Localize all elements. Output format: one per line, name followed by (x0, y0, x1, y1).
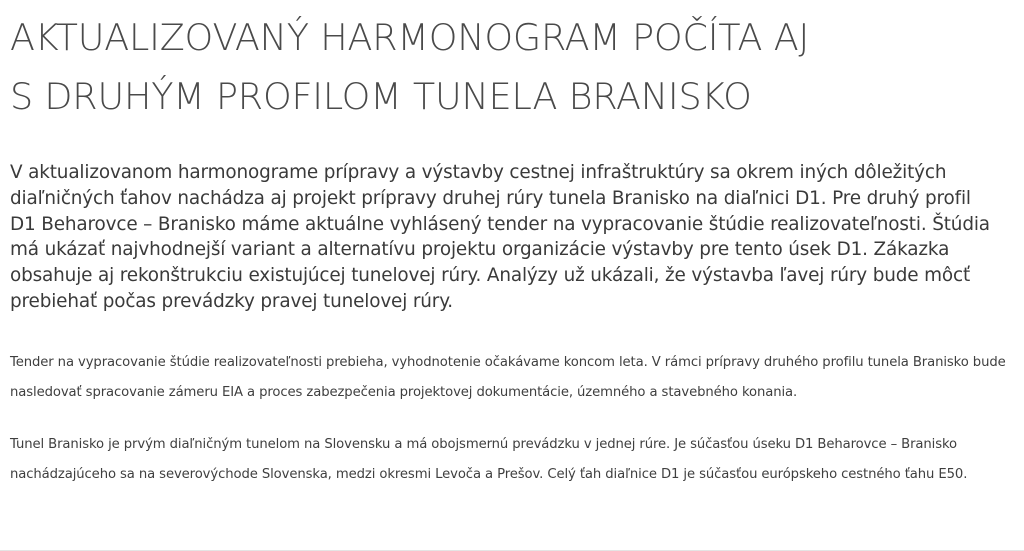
article-lead-paragraph: V aktualizovanom harmonograme prípravy a výstavby cestnej infraštruktúry sa okrem iných dôležitých diaľničných ťahov nachádza aj projekt prípravy druhej rúry tunela Branisko na diaľnici D1. Pre druhý profil D1 Beharovce – Branisko máme aktuálne vyhlásený tender na vypracovanie štúdie realizovateľnosti. Štúdia má ukázať najvhodnejší variant a alternatívu projektu organizácie výstavby pre tento úsek D1. Zákazka obsahuje aj rekonštrukciu existujúcej tunelovej rúry. Analýzy už ukázali, že výstavba ľavej rúry bude môcť prebiehať počas prevádzky pravej tunelovej rúry. (10, 162, 990, 312)
headline-line-2: S DRUHÝM PROFILOM TUNELA BRANISKO (10, 75, 752, 118)
headline-line-1: AKTUALIZOVANÝ HARMONOGRAM POČÍTA AJ (10, 16, 810, 59)
article (10, 0, 1015, 490)
article-headline (10, 0, 1015, 126)
body-paragraph-tender: Tender na vypracovanie štúdie realizovateľnosti prebieha, vyhodnotenie očakávame koncom leta. V rámci prípravy druhého profilu tunela Branisko bude nasledovať spracovanie zámeru EIA a proces zabezpečenia projektovej dokumentácie, územného a stavebného konania. (10, 354, 1006, 400)
body-paragraph-tunnel-info: Tunel Branisko je prvým diaľničným tunelom na Slovensku a má obojsmernú prevádzku v jednej rúre. Je súčasťou úseku D1 Beharovce – Branisko nachádzajúceho sa na severovýchode Slovenska, medzi okresmi Levoča a Prešov. Celý ťah diaľnice D1 je súčasťou európskeho cestného ťahu E50. (10, 436, 968, 482)
